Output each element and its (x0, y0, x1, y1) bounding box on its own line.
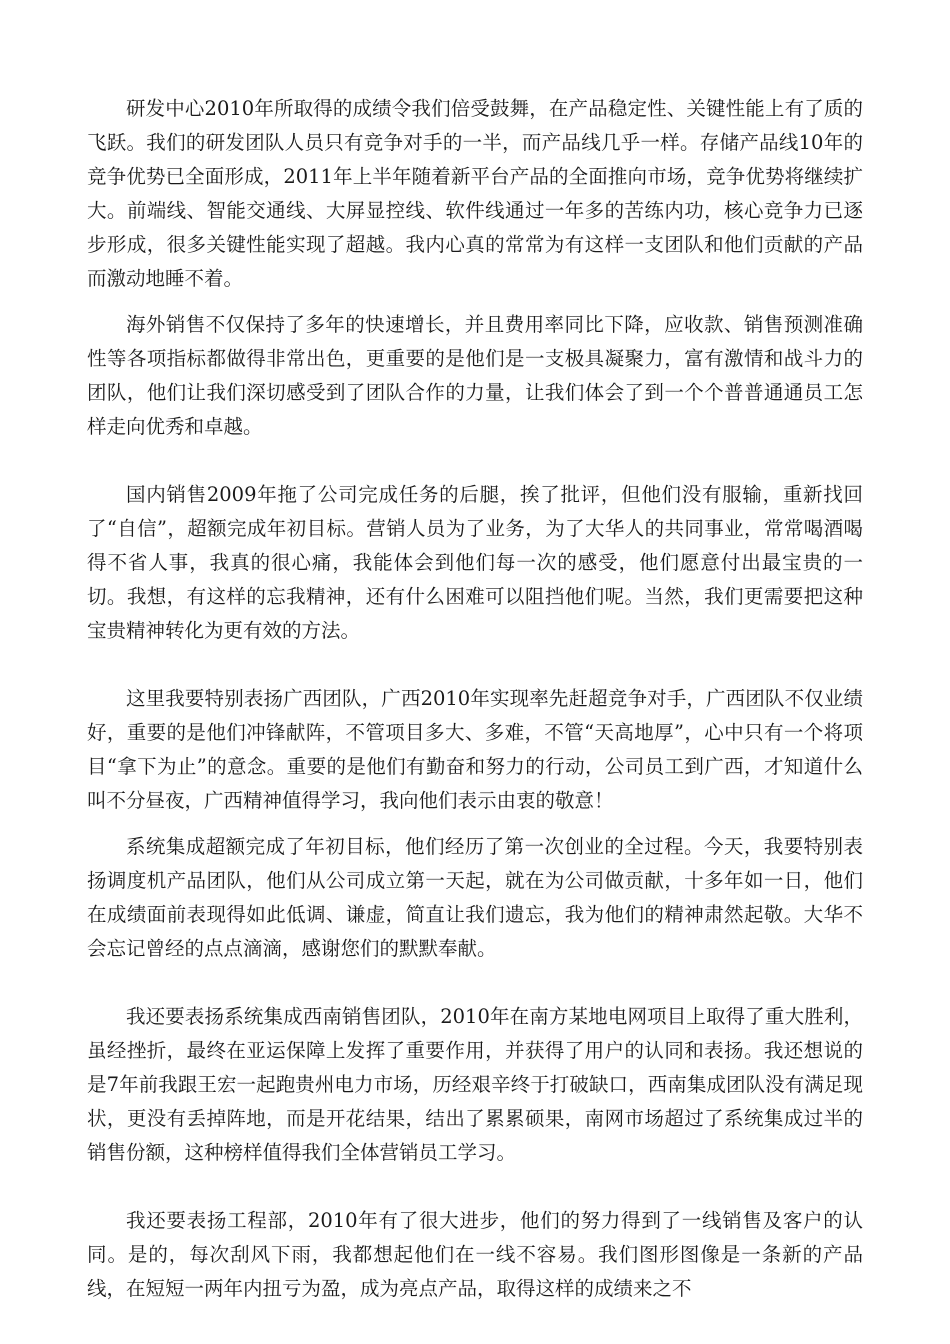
paragraph-system-integration: 系统集成超额完成了年初目标，他们经历了第一次创业的全过程。今天，我要特别表扬调度机产品团队，他们从公司成立第一天起，就在为公司做贡献，十多年如一日，他们在成绩面前表现得如此低调、谦虚，简直让我们遗忘，我为他们的精神肃然起敬。大华不会忘记曾经的点点滴滴，感谢您们的默默奉献。 (87, 835, 863, 960)
paragraph-overseas-sales: 海外销售不仅保持了多年的快速增长，并且费用率同比下降，应收款、销售预测准确性等各项指标都做得非常出色，更重要的是他们是一支极具凝聚力，富有激情和战斗力的团队，他们让我们深切感受到了团队合作的力量，让我们体会了到一个个普普通通员工怎样走向优秀和卓越。 (87, 313, 863, 438)
document-body (87, 92, 863, 1306)
paragraph-engineering-dept: 我还要表扬工程部，2010年有了很大进步，他们的努力得到了一线销售及客户的认同。是的，每次刮风下雨，我都想起他们在一线不容易。我们图形图像是一条新的产品线，在短短一两年内扭亏为盈，成为亮点产品，取得这样的成绩来之不 (87, 1209, 863, 1300)
paragraph-rd-center: 研发中心2010年所取得的成绩令我们倍受鼓舞，在产品稳定性、关键性能上有了质的飞跃。我们的研发团队人员只有竞争对手的一半，而产品线几乎一样。存储产品线10年的竞争优势已全面形成，2011年上半年随着新平台产品的全面推向市场，竞争优势将继续扩大。前端线、智能交通线、大屏显控线、软件线通过一年多的苦练内功，核心竞争力已逐步形成，很多关键性能实现了超越。我内心真的常常为有这样一支团队和他们贡献的产品而激动地睡不着。 (87, 97, 863, 290)
paragraph-southwest-team: 我还要表扬系统集成西南销售团队，2010年在南方某地电网项目上取得了重大胜利，虽经挫折，最终在亚运保障上发挥了重要作用，并获得了用户的认同和表扬。我还想说的是7年前我跟王宏一起跑贵州电力市场，历经艰辛终于打破缺口，西南集成团队没有满足现状，更没有丢掉阵地，而是开花结果，结出了累累硕果，南网市场超过了系统集成过半的销售份额，这种榜样值得我们全体营销员工学习。 (87, 1005, 863, 1164)
paragraph-domestic-sales: 国内销售2009年拖了公司完成任务的后腿，挨了批评，但他们没有服输，重新找回了“自信”，超额完成年初目标。营销人员为了业务，为了大华人的共同事业，常常喝酒喝得不省人事，我真的很心痛，我能体会到他们每一次的感受，他们愿意付出最宝贵的一切。我想，有这样的忘我精神，还有什么困难可以阻挡他们呢。当然，我们更需要把这种宝贵精神转化为更有效的方法。 (87, 483, 863, 642)
paragraph-guangxi-team: 这里我要特别表扬广西团队，广西2010年实现率先赶超竞争对手，广西团队不仅业绩好，重要的是他们冲锋献阵，不管项目多大、多难，不管“天高地厚”，心中只有一个将项目“拿下为止”的意念。重要的是他们有勤奋和努力的行动，公司员工到广西，才知道什么叫不分昼夜，广西精神值得学习，我向他们表示由衷的敬意！ (87, 687, 863, 812)
